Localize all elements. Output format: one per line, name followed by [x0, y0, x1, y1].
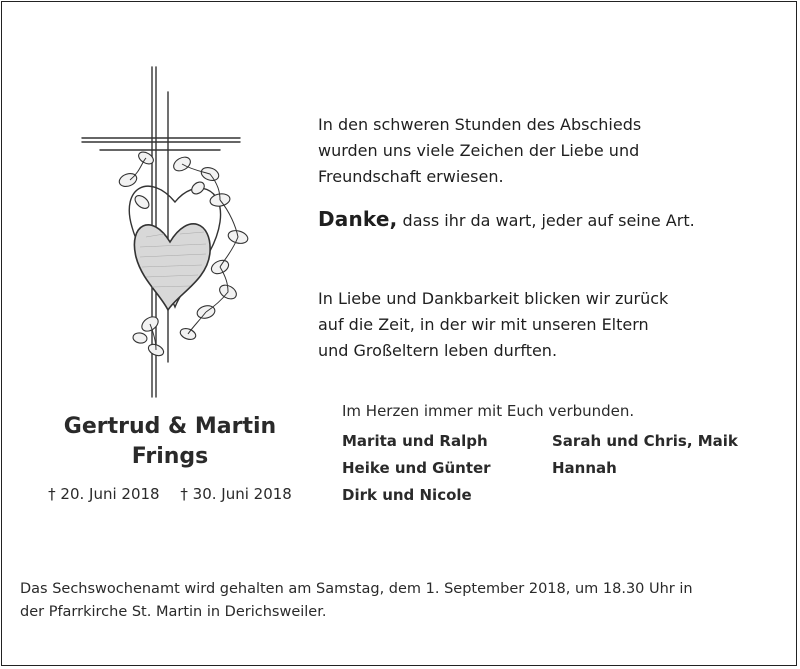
family-list-right [552, 428, 738, 482]
death-date: † 30. Juni 2018 [180, 485, 292, 503]
family-entry: Dirk und Nicole [342, 486, 472, 504]
memory-line: auf die Zeit, in der wir mit unseren Eltern [318, 315, 649, 334]
thanks-word: Danke, [318, 207, 398, 231]
memory-line: In Liebe und Dankbarkeit blicken wir zurück [318, 289, 669, 308]
thanks-text [318, 206, 778, 234]
memory-line: und Großeltern leben durften. [318, 341, 558, 360]
family-list-left [342, 428, 491, 509]
death-dates [20, 485, 320, 503]
intro-text [318, 112, 778, 190]
thanks-rest: dass ihr da wart, jeder auf seine Art. [397, 211, 695, 230]
service-announcement [20, 578, 780, 624]
intro-line: In den schweren Stunden des Abschieds [318, 115, 642, 134]
deceased-name-line: Gertrud & Martin [63, 414, 277, 439]
deceased-name-line: Frings [131, 444, 209, 469]
family-entry: Sarah und Chris, Maik [552, 432, 738, 450]
deceased-names [20, 412, 320, 472]
family-entry: Hannah [552, 459, 617, 477]
service-line: Das Sechswochenamt wird gehalten am Samstag, dem 1. September 2018, um 18.30 Uhr in [20, 581, 693, 597]
intro-line: wurden uns viele Zeichen der Liebe und [318, 141, 640, 160]
memory-text [318, 286, 778, 364]
family-entry: Heike und Günter [342, 459, 491, 477]
intro-line: Freundschaft erwiesen. [318, 167, 504, 186]
cross-heart-illustration [80, 62, 255, 402]
death-date: † 20. Juni 2018 [48, 485, 160, 503]
family-entry: Marita und Ralph [342, 432, 488, 450]
service-line: der Pfarrkirche St. Martin in Derichsweiler. [20, 604, 327, 620]
heart-line: Im Herzen immer mit Euch verbunden. [342, 402, 635, 420]
